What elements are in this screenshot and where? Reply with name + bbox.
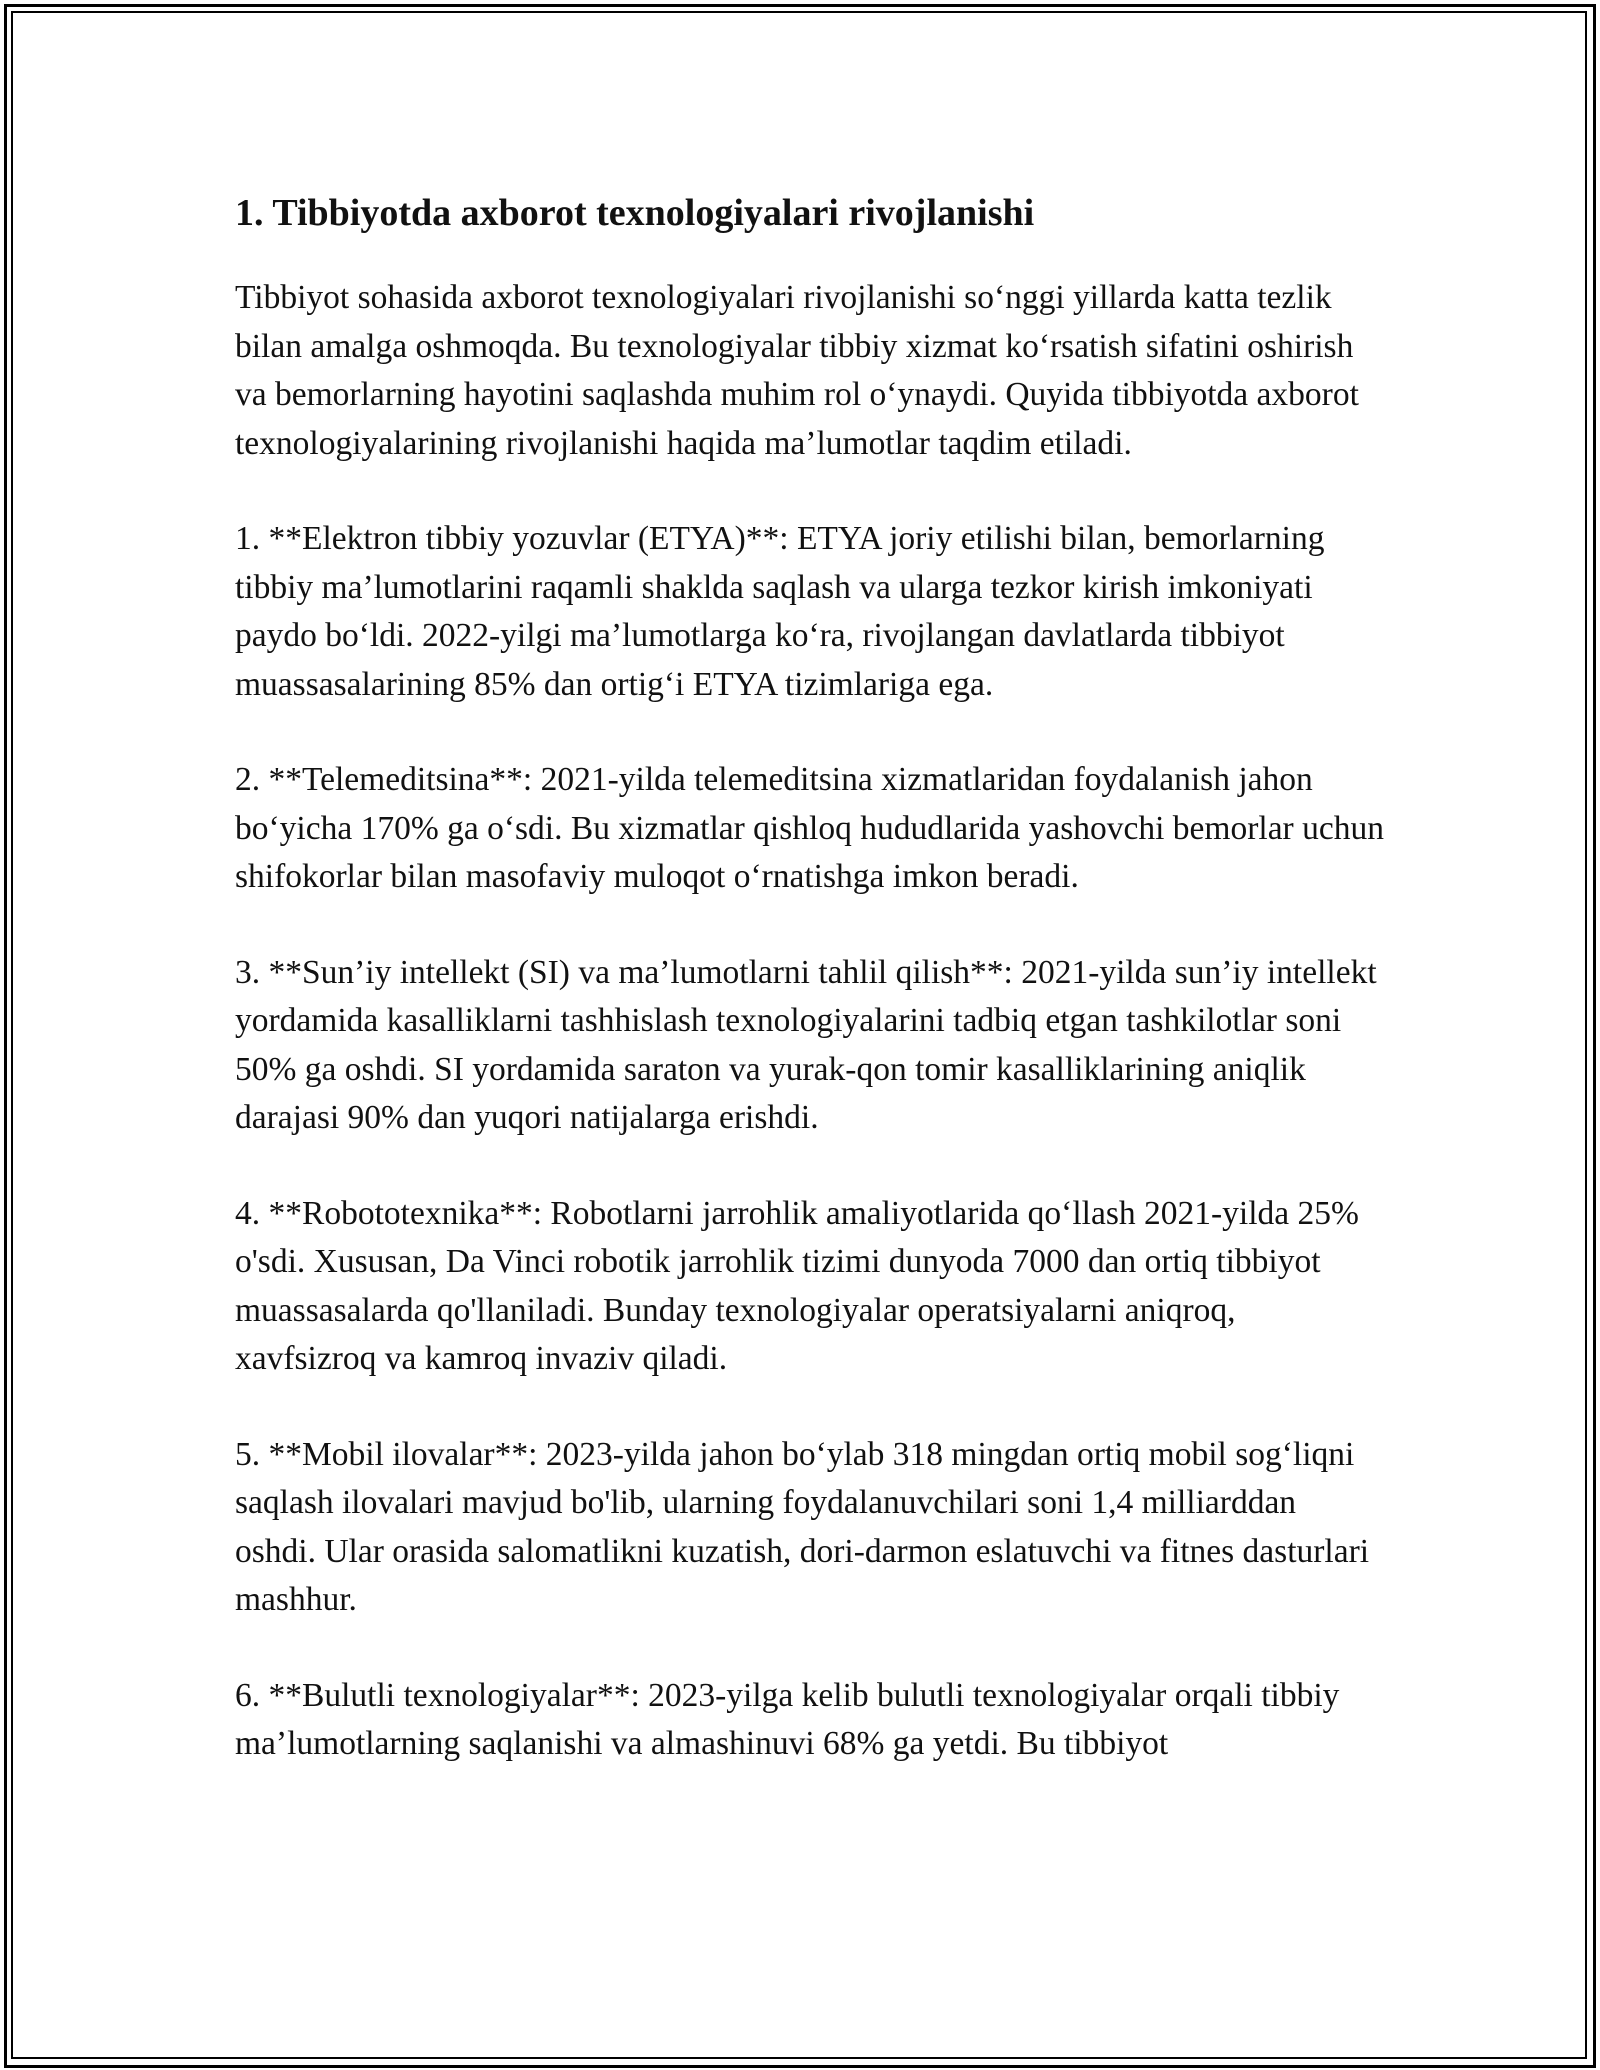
paragraph-artificial-intelligence: 3. **Sun’iy intellekt (SI) va ma’lumotlarni tahlil qilish**: 2021-yilda sun’iy intellekt yordamida kasalliklarni tashhislash texnologiyalarini tadbiq etgan tashkilotlar soni 50% ga oshdi. SI yordamida saraton va yurak-qon tomir kasalliklarining aniqlik darajasi 90% dan yuqori natijalarga erishdi. (235, 953, 1377, 1136)
intro-paragraph: Tibbiyot sohasida axborot texnologiyalari rivojlanishi so‘nggi yillarda katta tezlik bilan amalga oshmoqda. Bu texnologiyalar tibbiy xizmat ko‘rsatish sifatini oshirish va bemorlarning hayotini saqlashda muhim rol o‘ynaydi. Quyida tibbiyotda axborot texnologiyalarining rivojlanishi haqida ma’lumotlar taqdim etiladi. (235, 279, 1359, 462)
paragraph-robotics: 4. **Robototexnika**: Robotlarni jarrohlik amaliyotlarida qo‘llash 2021-yilda 25% o'sdi. Xususan, Da Vinci robotik jarrohlik tizimi dunyoda 7000 dan ortiq tibbiyot muassasalarda qo'llaniladi. Bunday texnologiyalar operatsiyalarni aniqroq, xavfsizroq va kamroq invaziv qiladi. (235, 1194, 1359, 1377)
document-body (235, 190, 1385, 1816)
paragraph-telemedicine: 2. **Telemeditsina**: 2021-yilda telemeditsina xizmatlaridan foydalanish jahon bo‘yicha 170% ga o‘sdi. Bu xizmatlar qishloq hududlarida yashovchi bemorlar uchun shifokorlar bilan masofaviy muloqot o‘rnatishga imkon beradi. (235, 761, 1384, 895)
document-title: 1. Tibbiyotda axborot texnologiyalari rivojlanishi (235, 192, 1035, 234)
paragraph-electronic-records: 1. **Elektron tibbiy yozuvlar (ETYA)**: ETYA joriy etilishi bilan, bemorlarning tibbiy ma’lumotlarini raqamli shaklda saqlash va ularga tezkor kirish imkoniyati paydo bo‘ldi. 2022-yilgi ma’lumotlarga ko‘ra, rivojlangan davlatlarda tibbiyot muassasalarining 85% dan ortig‘i ETYA tizimlariga ega. (235, 520, 1325, 703)
paragraph-mobile-apps: 5. **Mobil ilovalar**: 2023-yilda jahon bo‘ylab 318 mingdan ortiq mobil sog‘liqni saqlash ilovalari mavjud bo'lib, ularning foydalanuvchilari soni 1,4 milliarddan oshdi. Ular orasida salomatlikni kuzatish, dori-darmon eslatuvchi va fitnes dasturlari mashhur. (235, 1435, 1370, 1618)
paragraph-cloud-technologies: 6. **Bulutli texnologiyalar**: 2023-yilga kelib bulutli texnologiyalar orqali tibbiy ma’lumotlarning saqlanishi va almashinuvi 68% ga yetdi. Bu tibbiyot (235, 1676, 1340, 1762)
